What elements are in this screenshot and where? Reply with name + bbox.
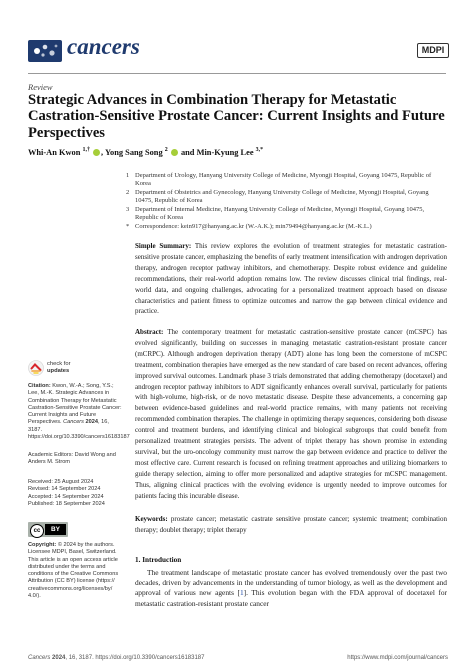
copyright-label: Copyright: xyxy=(28,542,57,548)
keywords-text: prostate cancer; metastatic castrate sensitive prostate cancer; systemic treatment; combination therapy; doublet therapy; triplet therapy xyxy=(135,515,447,534)
affiliation-number: 2 xyxy=(126,189,130,196)
footer-doi[interactable]: , 16, 3187. https://doi.org/10.3390/cancers16183187 xyxy=(65,655,205,661)
intro-text-continued: ]. This evolution began with the FDA approval of docetaxel for metastatic castration-resistant prostate cancer xyxy=(135,588,448,608)
affiliation-number: 3 xyxy=(126,206,130,213)
academic-editors: Academic Editors: David Wong and Anders M. Strom xyxy=(28,452,116,466)
header-divider xyxy=(28,73,446,74)
affiliation-text: Department of Internal Medicine, Hanyang University College of Medicine, Myongji Hospital, Goyang 10475, Republic of Korea xyxy=(135,206,425,222)
page-footer xyxy=(28,655,448,661)
publication-dates xyxy=(28,479,122,508)
footer-journal: Cancers xyxy=(28,655,51,661)
keywords-label: Keywords: xyxy=(135,515,168,523)
article-type: Review xyxy=(28,82,53,92)
by-icon: BY xyxy=(45,524,66,535)
abstract-label: Abstract: xyxy=(135,328,164,336)
intro-text: The treatment landscape of metastatic prostate cancer has evolved tremendously over the past two decades, driven by advancements in the understanding of tumor biology, as well as the development and approval of various new agents [ xyxy=(135,568,447,598)
affiliation-text: Department of Obstetrics and Gynecology, Hanyang University College of Medicine, Myongji Hospital, Goyang 10475, Republic of Korea xyxy=(135,189,429,205)
citation-label: Citation: xyxy=(28,383,51,389)
received-date: Received: 25 August 2024 xyxy=(28,479,94,485)
cc-icon: cc xyxy=(30,524,44,538)
affiliation-number: 1 xyxy=(126,172,130,179)
affiliation-item xyxy=(126,206,447,223)
check-for-label: check for xyxy=(47,361,71,367)
author-name[interactable]: Min-Kyung Lee xyxy=(196,147,254,157)
abstract xyxy=(135,327,447,502)
correspondence-text[interactable]: Correspondence: kein917@hanyang.ac.kr (W.-A.K.); min79494@hanyang.ac.kr (M.-K.L.) xyxy=(135,223,372,230)
journal-logo-mark xyxy=(28,40,62,62)
footer-journal-url[interactable]: https://www.mdpi.com/journal/cancers xyxy=(347,655,448,661)
reference-link[interactable]: 1 xyxy=(239,588,244,598)
author-affiliation-mark: 2 xyxy=(164,147,168,153)
affiliation-item xyxy=(126,172,447,189)
abstract-text: The contemporary treatment for metastatic castration-sensitive prostate cancer (mCSPC) has evolved significantly, building on successes in managing metastatic castration-resistant prostate cancer (mCRPC). Although androgen deprivation therapy (ADT) alone has long been the cornerstone of mCSPC treatment, combination therapies have emerged as the new standard of care based on recent advances, offering improved survival outcomes. Landmark phase 3 trials demonstrated that adding chemotherapy (docetaxel) and androgen receptor pathway inhibitors to ADT significantly enhances overall survival, particularly for patients with high-volume, high-risk, or de novo metastatic disease. Despite these advancements, a concerning gap between evidence-based guidelines and real-world practice remains, with many patients not receiving recommended combination therapies. The challenge in optimizing therapy sequences, considering both disease control and treatment burdens, and identifying clinical and biological subgroups that could benefit from personalized treatment strategies persists. The advent of triplet therapy has shown promise in extending survival, but the uro-oncology community must narrow the gap between evidence and practice to deliver the most effective care. Current research is focused on refining treatment approaches and utilizing biomarkers to guide therapy selection, aiming to offer more personalized and adaptive strategies for mCSPC management. Thus, aligning clinical practices with the evolving evidence is urgently needed to improve outcomes for patients facing this incurable disease. xyxy=(135,328,447,500)
simple-summary xyxy=(135,241,447,317)
orcid-icon[interactable] xyxy=(171,149,178,156)
affiliation-text: Department of Urology, Hanyang University College of Medicine, Myongji Hospital, Goyang 10475, Republic of Korea xyxy=(135,172,432,188)
simple-summary-text: This review explores the evolution of treatment strategies for metastatic castration-sensitive prostate cancer, emphasizing the benefits of early treatment intensification with androgen deprivation therapy, androgen receptor pathway inhibitors, and chemotherapy. Despite robust evidence and guideline recommendations, their real-world adoption remains low. The review discusses clinical trial findings, real-world data, and ongoing challenges, advocating for a personalized treatment approach based on disease characteristics and patient fitness to optimize outcomes and narrow the gap between clinical evidence and practice. xyxy=(135,242,448,316)
author-name[interactable]: Yong Sang Song xyxy=(104,147,163,157)
revised-date: Revised: 14 September 2024 xyxy=(28,486,101,493)
check-for-updates-badge[interactable] xyxy=(28,360,108,378)
correspondence xyxy=(126,223,447,231)
author-name[interactable]: Whi-An Kwon xyxy=(28,147,81,157)
author-affiliation-mark: 3,* xyxy=(255,147,264,153)
author-separator: , xyxy=(101,147,104,157)
correspondence-mark: * xyxy=(126,223,130,230)
citation-journal: Cancers xyxy=(63,419,84,426)
affiliation-item xyxy=(126,189,447,206)
citation-doi[interactable]: , 16, 3187. https://doi.org/10.3390/cancers16183187 xyxy=(28,419,130,441)
cc-by-license-badge[interactable] xyxy=(28,522,68,537)
citation-text: Kwon, W.-A.; Song, Y.S.; Lee, M.-K. Strategic Advances in Combination Therapy for Metastatic Castration-Sensitive Prostate Cancer: Current Insights and Future Perspectives. xyxy=(28,383,122,426)
citation-year: 2024 xyxy=(85,419,98,426)
author-list xyxy=(28,147,448,157)
section-heading: 1. Introduction xyxy=(135,556,182,564)
keywords xyxy=(135,514,447,536)
accepted-date: Accepted: 14 September 2024 xyxy=(28,493,104,500)
simple-summary-label: Simple Summary: xyxy=(135,242,192,250)
journal-name[interactable]: cancers xyxy=(67,34,140,59)
orcid-icon[interactable] xyxy=(93,149,100,156)
published-date: Published: 18 September 2024 xyxy=(28,500,105,507)
author-affiliation-mark: 1,† xyxy=(82,147,90,153)
article-title: Strategic Advances in Combination Therapy for Metastatic Castration-Sensitive Prostate Cancer: Current Insights and Future Perspectives xyxy=(28,92,445,141)
introduction-paragraph xyxy=(135,568,447,609)
publisher-logo[interactable]: MDPI xyxy=(417,43,449,58)
footer-year: 2024 xyxy=(52,655,66,661)
author-separator: and xyxy=(180,147,195,157)
check-for-updates-icon xyxy=(28,360,44,376)
updates-label: updates xyxy=(47,367,70,374)
copyright-block xyxy=(28,542,122,600)
journal-logo-icon xyxy=(28,40,62,62)
copyright-text: © 2024 by the authors. Licensee MDPI, Basel, Switzerland. This article is an open access article distributed under the terms and conditions of the Creative Commons Attribution (CC BY) license (https:// creativecommons.org/licenses/by/ 4.0/). xyxy=(28,542,119,600)
citation-block xyxy=(28,383,130,441)
